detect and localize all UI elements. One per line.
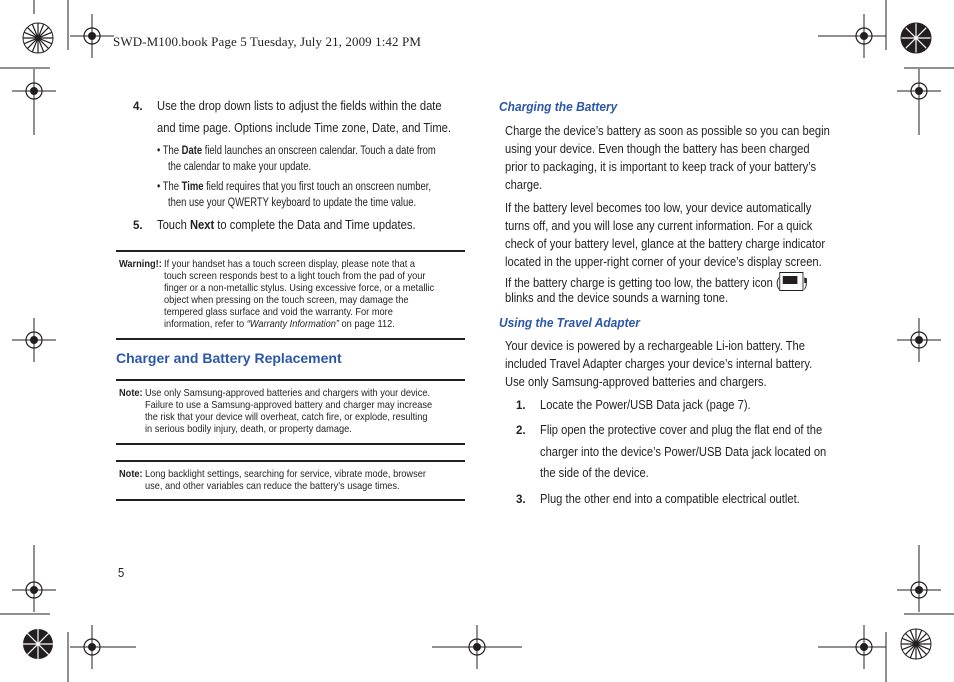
book-header: SWD-M100.book Page 5 Tuesday, July 21, 2009 1:42 PM bbox=[113, 34, 421, 49]
bullet-continuation: then use your QWERTY keyboard to update the time value. bbox=[168, 197, 417, 209]
paragraph-line: included Travel Adapter charges your device’s internal battery. bbox=[505, 356, 813, 371]
note-label: Note: bbox=[119, 468, 143, 480]
note-bottom-rule bbox=[116, 499, 465, 501]
section-heading: Charger and Battery Replacement bbox=[116, 350, 342, 366]
bullet-item: • The Time field requires that you first touch an onscreen number, bbox=[157, 181, 431, 193]
subsection-heading: Charging the Battery bbox=[499, 99, 618, 114]
note-text: Use only Samsung-approved batteries and chargers with your device. bbox=[145, 387, 431, 399]
step-number: 2. bbox=[516, 425, 526, 437]
paragraph-line: using your device. Even though the battery has been charged bbox=[505, 141, 810, 156]
subsection-heading: Using the Travel Adapter bbox=[499, 315, 640, 330]
paragraph-line: charge. bbox=[505, 177, 543, 192]
warning-text: object when pressing on the touch screen, may damage the bbox=[164, 294, 409, 306]
note-text: Failure to use a Samsung-approved battery and charger may increase bbox=[145, 399, 433, 411]
paragraph-line: blinks and the device sounds a warning tone. bbox=[505, 290, 729, 305]
step-text: Flip open the protective cover and plug the flat end of the bbox=[540, 422, 823, 437]
warning-bottom-rule bbox=[116, 338, 465, 340]
step-text: the side of the device. bbox=[540, 465, 649, 480]
bullet-symbol: • bbox=[157, 145, 161, 157]
emphasis: Date bbox=[181, 145, 203, 157]
note-text: Long backlight settings, searching for service, vibrate mode, browser bbox=[145, 468, 426, 480]
step-number: 4. bbox=[133, 101, 143, 113]
bullet-continuation: the calendar to make your update. bbox=[168, 161, 312, 173]
step-number: 1. bbox=[516, 400, 526, 412]
step-text: Locate the Power/USB Data jack (page 7). bbox=[540, 397, 751, 412]
note-top-rule bbox=[116, 460, 465, 462]
emphasis: Time bbox=[181, 181, 204, 193]
step-text: Touch Next to complete the Data and Time updates. bbox=[157, 217, 416, 232]
step-text: and time page. Options include Time zone, Date, and Time. bbox=[157, 120, 451, 135]
paragraph-line: turns off, and you will lose any current information. For a quick bbox=[505, 218, 813, 233]
warning-text: information, refer to “Warranty Information” on page 112. bbox=[164, 318, 395, 330]
page-number: 5 bbox=[118, 565, 125, 580]
note-text: in serious bodily injury, death, or property damage. bbox=[145, 423, 352, 435]
warning-text: tempered glass surface and void the warranty. For more bbox=[164, 306, 393, 318]
step-text: Plug the other end into a compatible electrical outlet. bbox=[540, 491, 800, 506]
bullet-symbol: • bbox=[157, 181, 161, 193]
step-number: 3. bbox=[516, 494, 526, 506]
paragraph-line: check of your battery level, glance at the battery charge indicator bbox=[505, 236, 826, 251]
cross-reference: “Warranty Information” bbox=[246, 318, 339, 330]
emphasis: Next bbox=[189, 217, 215, 232]
paragraph-line: Charge the device’s battery as soon as possible so you can begin bbox=[505, 123, 830, 138]
note-top-rule bbox=[116, 379, 465, 381]
note-text: the risk that your device will overheat, catch fire, or explode, resulting bbox=[145, 411, 428, 423]
step-text: Use the drop down lists to adjust the fields within the date bbox=[157, 98, 442, 113]
warning-label: Warning!: bbox=[119, 258, 162, 270]
step-text: charger into the device’s Power/USB Data jack located on bbox=[540, 444, 827, 459]
note-bottom-rule bbox=[116, 443, 465, 445]
bullet-item: • The Date field launches an onscreen calendar. Touch a date from bbox=[157, 145, 436, 157]
note-label: Note: bbox=[119, 387, 143, 399]
paragraph-line: Use only Samsung-approved batteries and chargers. bbox=[505, 374, 767, 389]
paragraph-line: Your device is powered by a rechargeable Li-ion battery. The bbox=[505, 338, 805, 353]
paragraph-line: prior to packaging, it is important to keep track of your battery’s bbox=[505, 159, 817, 174]
step-number: 5. bbox=[133, 220, 143, 232]
warning-top-rule bbox=[116, 250, 465, 252]
battery-low-icon bbox=[780, 272, 804, 291]
warning-text: If your handset has a touch screen display, please note that a bbox=[164, 258, 416, 270]
paragraph-line: If the battery level becomes too low, your device automatically bbox=[505, 200, 812, 215]
warning-text: finger or a non-metallic stylus. Using excessive force, or a metallic bbox=[164, 282, 435, 294]
warning-text: touch screen responds best to a light touch from the pad of your bbox=[164, 270, 426, 282]
note-text: use, and other variables can reduce the battery’s usage times. bbox=[145, 480, 400, 492]
paragraph-line: located in the upper-right corner of your device’s display screen. bbox=[505, 254, 822, 269]
paragraph-line: If the battery charge is getting too low, the battery icon ( bbox=[505, 272, 808, 291]
